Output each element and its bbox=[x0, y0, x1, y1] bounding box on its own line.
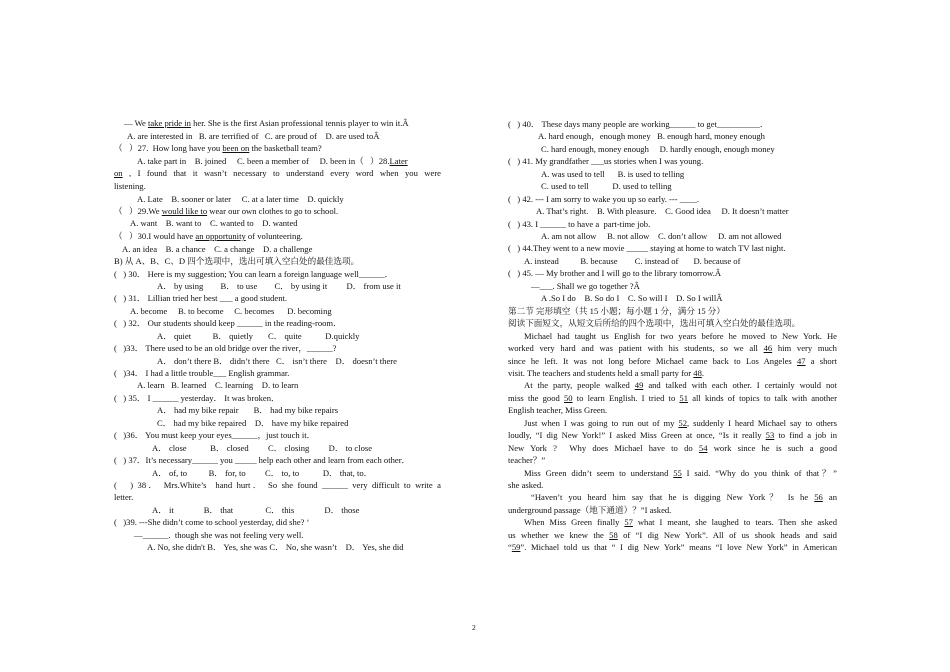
left-line: listening. bbox=[114, 181, 146, 191]
left-line: A. are interested in B. are terrified of C. are proud of D. are used toÂ bbox=[127, 131, 380, 141]
right-line: Miss Green didn’t seem to understand 55 I said. “Why do you think of that？” bbox=[524, 468, 837, 478]
right-line: C. used to tell D. used to telling bbox=[541, 181, 672, 191]
left-line: —______. though she was not feeling very well. bbox=[134, 530, 304, 540]
left-line: ( )33． There used to be an old bridge over the river，______? bbox=[114, 343, 337, 353]
left-line: A． don’t there B． didn’t there C． isn’t there D． doesn’t there bbox=[157, 356, 397, 366]
left-line: A． quiet B． quietly C． quite D.quickly bbox=[157, 331, 360, 341]
right-line: English teacher, Miss Green. bbox=[508, 405, 608, 415]
left-line: A. learn B. learned C. learning D. to learn bbox=[137, 380, 299, 390]
right-line: 阅读下面短文，从短文后所给的四个选项中，选出可填入空白处的最佳选项。 bbox=[508, 318, 801, 328]
left-line: — We take pride in her. She is the first Asian professional tennis player to win it.Â bbox=[124, 118, 409, 128]
left-line: A． of, to B． for, to C． to, to D． that, to． bbox=[152, 468, 373, 478]
right-line: Just when I was going to run out of my 52, suddenly I heard Michael say to others bbox=[524, 418, 837, 428]
left-line: A. become B. to become C. becomes D. becoming bbox=[130, 306, 332, 316]
left-line: C． had my bike repaired D． have my bike repaired bbox=[157, 418, 349, 428]
left-line: ( )34． I had a little trouble___ English grammar. bbox=[114, 368, 290, 378]
left-line: （ ）29.We would like to wear our own clothes to go to school. bbox=[114, 206, 339, 216]
right-line: New York ? Why does Michael have to do 54 work since he is such a good bbox=[508, 443, 837, 453]
left-line: B) 从 A、B、C、D 四个选项中，选出可填入空白处的最佳选项。 bbox=[114, 256, 360, 266]
right-line: A. instead B. because C. instead of D. because of bbox=[524, 256, 741, 266]
right-line: worked very hard and was patient with his students, so we all 46 him very much bbox=[508, 343, 837, 353]
right-line: ( ) 42. --- I am sorry to wake you up so early. --- ____. bbox=[508, 194, 700, 204]
left-line: （ ）27. How long have you been on the basketball team? bbox=[114, 143, 322, 153]
right-line: she asked. bbox=[508, 480, 544, 490]
right-line: miss the good 50 to learn English. I tried to 51 all kinds of topics to talk with another bbox=[508, 393, 837, 403]
right-line: visit. The teachers and students held a small party for 48. bbox=[508, 368, 705, 378]
left-line: A. want B. want to C. wanted to D. wanted bbox=[130, 218, 298, 228]
right-line: 第二节 完形填空（共 15 小题；每小题 1 分，满分 15 分） bbox=[508, 306, 725, 316]
left-line: ( ) 31． Lillian tried her best ___ a good student. bbox=[114, 293, 288, 303]
left-line: A. No, she didn't B． Yes, she was C． No, she wasn’t D． Yes, she did bbox=[147, 542, 404, 552]
right-line: us whether we knew the 58 of “I dig New York”. All of us shook heads and said bbox=[508, 530, 837, 540]
right-line: ( ) 45. — My brother and I will go to the library tomorrow.Â bbox=[508, 268, 722, 278]
left-line: ( ) 38． Mrs.White’s hand hurt． So she found ______ very difficult to write a bbox=[114, 480, 441, 490]
right-line: Michael had taught us English for two years before he moved to New York. He bbox=[524, 331, 837, 341]
left-line: ( ) 30． Here is my suggestion; You can learn a foreign language well______． bbox=[114, 269, 394, 279]
right-line: “59”. Michael told us that “ I dig New York” means “I love New York” in American bbox=[508, 542, 837, 552]
right-line: A .So I do B. So do I C. So will I D. So I willÂ bbox=[541, 293, 723, 303]
left-line: A． by using B． to use C． by using it D． from use it bbox=[157, 281, 401, 291]
left-line: letter. bbox=[114, 492, 134, 502]
right-line: “Haven’t you heard him say that he is digging New York？ Is he 56 an bbox=[531, 492, 837, 502]
right-line: ( ) 41. My grandfather ___us stories when I was young. bbox=[508, 156, 704, 166]
left-line: A. an idea B. a chance C. a change D. a challenge bbox=[122, 244, 313, 254]
right-line: At the party, people walked 49 and talked with each other. I certainly would not bbox=[524, 380, 837, 390]
right-line: ( ) 40． These days many people are working______ to get__________． bbox=[508, 119, 769, 129]
right-line: C. hard enough, money enough D. hardly enough, enough money bbox=[541, 144, 775, 154]
right-line: A. That’s right. B. With pleasure. C. Good idea D. It doesn’t matter bbox=[536, 206, 789, 216]
right-line: A. am not allow B. not allow C. don’t allow D. am not allowed bbox=[541, 231, 782, 241]
left-line: A. take part in B. joined C. been a member of D. been in（ ）28.Later bbox=[137, 156, 408, 166]
left-line: A． had my bike repair B． had my bike repairs bbox=[157, 405, 339, 415]
right-line: ( ) 43. I ______ to have a part-time job. bbox=[508, 219, 651, 229]
right-line: A. hard enough，enough money B. enough hard, money enough bbox=[538, 131, 765, 141]
right-line: When Miss Green finally 57 what I meant, she laughed to tears. Then she asked bbox=[524, 517, 838, 527]
right-line: teacher？” bbox=[508, 455, 546, 465]
right-line: —___. Shall we go together ?Â bbox=[531, 281, 640, 291]
right-line: ( ) 44.They went to a new movie _____ staying at home to watch TV last night. bbox=[508, 243, 786, 253]
left-line: A． it B． that C． this D． those bbox=[152, 505, 360, 515]
left-line: A. Late B. sooner or later C. at a later time D. quickly bbox=[137, 194, 344, 204]
right-line: underground passage（地下通道）？”I asked. bbox=[508, 505, 672, 515]
left-line: on , I found that it wasn’t necessary to understand every word when you were bbox=[114, 168, 441, 178]
left-line: ( )36． You must keep your eyes______，just touch it． bbox=[114, 430, 316, 440]
left-line: ( ) 32． Our students should keep ______ in the reading-room． bbox=[114, 318, 342, 328]
left-line: ( ) 37．It’s necessary______ you _____ help each other and learn from each other． bbox=[114, 455, 411, 465]
left-line: ( ) 35． I ______ yesterday． It was broken． bbox=[114, 393, 280, 403]
left-line: A． close B． closed C． closing D． to close bbox=[152, 443, 373, 453]
left-line: ( )39. ---She didn’t come to school yesterday, did she? ‘ bbox=[114, 517, 310, 527]
right-line: loudly, “I dig New York!” I asked Miss Green at once, “Is it really 53 to find a job in bbox=[508, 430, 837, 440]
page-number: 2 bbox=[472, 623, 476, 632]
left-line: （ ）30.I would have an opportunity of volunteering. bbox=[114, 231, 303, 241]
right-line: since he left. It was not long before Michael came back to Los Angeles 47 a short bbox=[508, 356, 837, 366]
right-line: A. was used to tell B. is used to telling bbox=[541, 169, 685, 179]
